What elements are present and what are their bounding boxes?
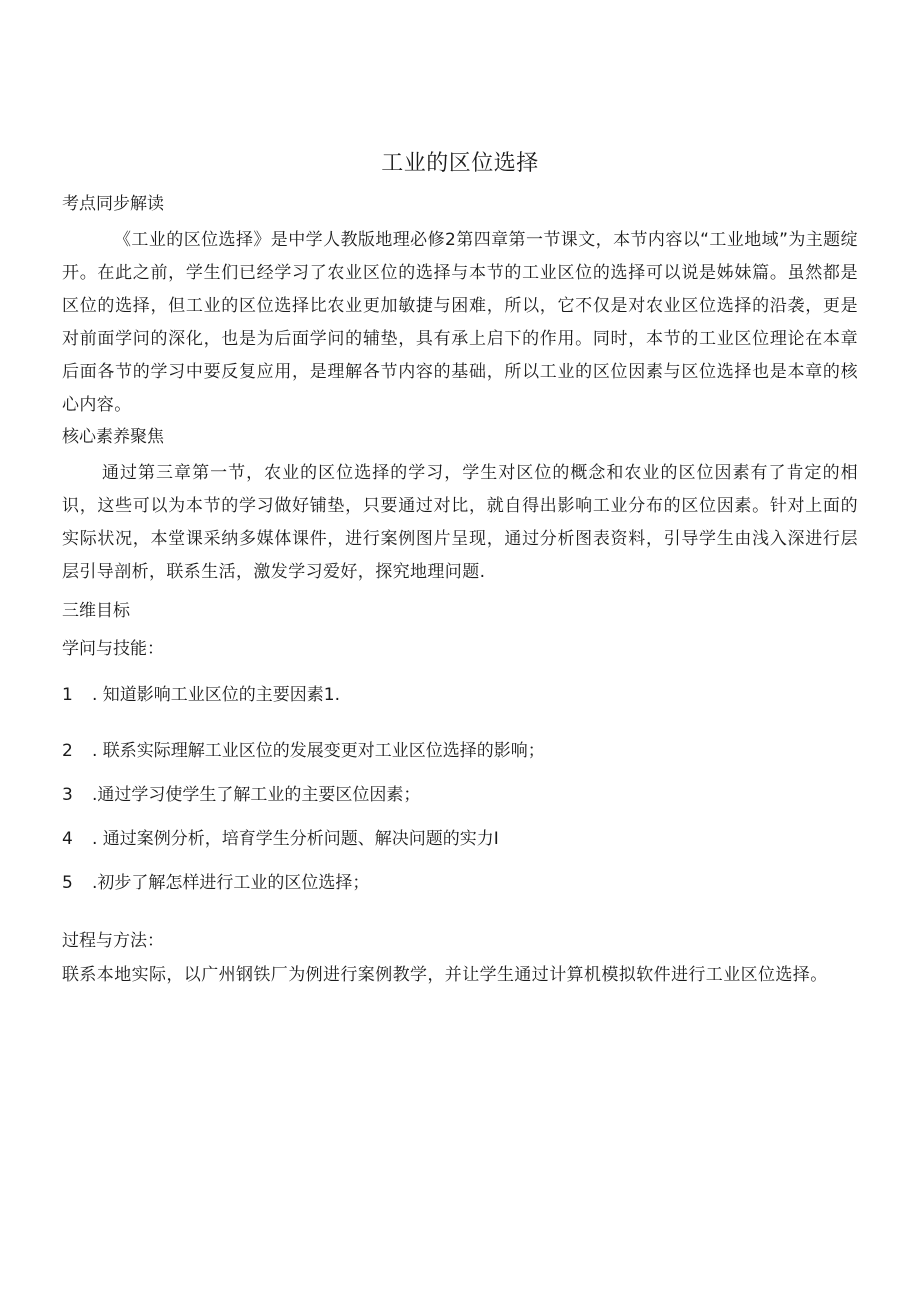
list-item-number: 4: [62, 829, 73, 849]
section-paragraph-core-literacy: 通过第三章第一节，农业的区位选择的学习，学生对区位的概念和农业的区位因素有了肯定的相识，这些可以为本节的学习做好铺垫，只要通过对比，就自得出影响工业分布的区位因素。针对上面的实际状况，本堂课采纳多媒体课件，进行案例图片呈现，通过分析图表资料，引导学生由浅入深进行层层引导剖析，联系生活，激发学习爱好，探究地理问题.: [62, 463, 858, 582]
list-item: [62, 739, 858, 763]
list-item-text: .初步了解怎样进行工业的区位选择；: [92, 873, 370, 893]
list-item: [62, 783, 858, 807]
list-item-text: . 联系实际理解工业区位的发展变更对工业区位选择的影响；: [92, 741, 545, 761]
process-heading: 过程与方法：: [62, 931, 164, 951]
document-title: 工业的区位选择: [381, 151, 539, 176]
knowledge-heading: 学问与技能：: [62, 639, 164, 659]
list-item: [62, 683, 858, 707]
list-item-text: .通过学习使学生了解工业的主要区位因素；: [92, 785, 421, 805]
goals-heading: 三维目标: [62, 601, 130, 621]
section-heading-core-literacy: 核心素养聚焦: [62, 427, 164, 447]
list-item-number: 3: [62, 785, 73, 805]
section-paragraph-exam-points: 《工业的区位选择》是中学人教版地理必修2第四章第一节课文，本节内容以“工业地域”为主题绽开。在此之前，学生们已经学习了农业区位的选择与本节的工业区位的选择可以说是姊妹篇。虽然都是区位的选择，但工业的区位选择比农业更加敏捷与困难，所以，它不仅是对农业区位选择的沿袭，更是对前面学问的深化，也是为后面学问的辅垫，具有承上启下的作用。同时，本节的工业区位理论在本章后面各节的学习中要反复应用，是理解各节内容的基础，所以工业的区位因素与区位选择也是本章的核心内容。: [62, 230, 858, 415]
list-item: [62, 871, 858, 895]
list-item-number: 5: [62, 873, 73, 893]
list-item-number: 1: [62, 685, 73, 705]
list-item-number: 2: [62, 741, 73, 761]
list-item-text: . 通过案例分析，培育学生分析问题、解决问题的实力I: [92, 829, 499, 849]
list-item: [62, 827, 858, 851]
list-item-text: . 知道影响工业区位的主要因素1.: [92, 685, 341, 705]
section-heading-exam-points: 考点同步解读: [62, 194, 164, 214]
process-paragraph: 联系本地实际，以广州钢铁厂为例进行案例教学，并让学生通过计算机模拟软件进行工业区位选择。: [62, 965, 828, 985]
knowledge-list: [62, 683, 858, 895]
